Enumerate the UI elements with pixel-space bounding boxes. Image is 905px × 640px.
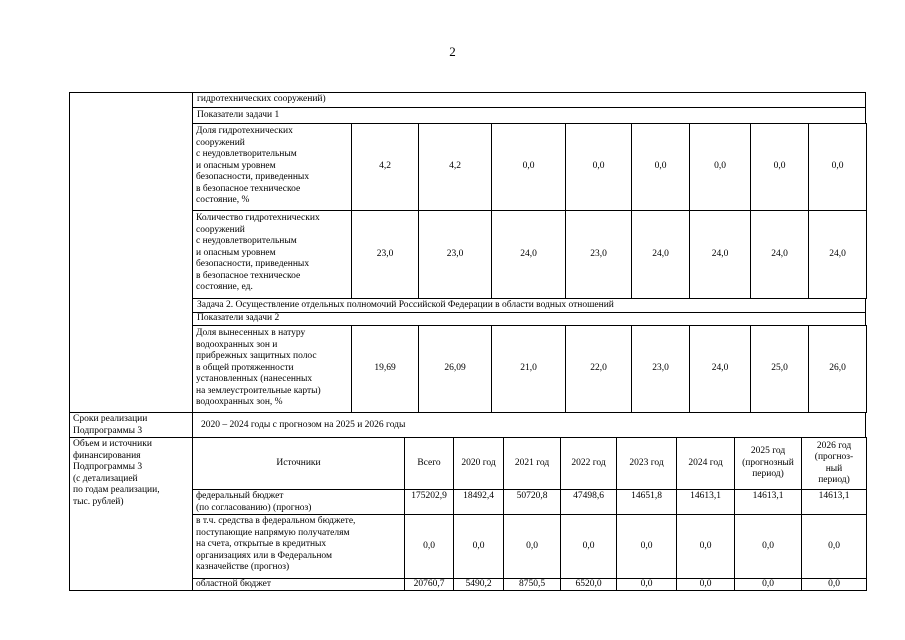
finance-value: 8750,5 — [503, 578, 561, 591]
finance-value: 0,0 — [801, 578, 867, 591]
finance-header-cell: Всего — [404, 437, 454, 490]
finance-header-cell: 2025 год (прогнозный период) — [734, 437, 802, 490]
indicator-value: 24,0 — [750, 210, 809, 299]
finance-value: 0,0 — [560, 514, 617, 579]
indicators2-title: Показатели задачи 2 — [197, 313, 280, 323]
finance-header-cell: 2022 год — [560, 437, 617, 490]
terms-value-cell — [192, 412, 866, 438]
finance-value: 0,0 — [801, 514, 867, 579]
finance-header-cell: 2024 год — [676, 437, 735, 490]
finance-value: 14613,1 — [734, 489, 802, 515]
finance-value: 14613,1 — [676, 489, 735, 515]
finance-label: Объем и источники финансирования Подпрограммы 3 (с детализацией по годам реализации, тыс. рублей) — [69, 437, 193, 591]
finance-value: 50720,8 — [503, 489, 561, 515]
indicator-value: 0,0 — [631, 123, 690, 211]
finance-value: 0,0 — [616, 578, 677, 591]
finance-value: 0,0 — [453, 514, 504, 579]
finance-value: 0,0 — [734, 578, 802, 591]
finance-value: 0,0 — [676, 578, 735, 591]
indicator-value: 0,0 — [689, 123, 751, 211]
indicator3-label: Доля вынесенных в натуру водоохранных зон и прибрежных защитных полос в общей протяженности установленных (нанесенных на землеустроительные карты) водоохранных зон, % — [192, 325, 352, 413]
indicator-value: 24,0 — [689, 325, 751, 413]
indicator1-label: Доля гидротехнических сооружений с неудовлетворительным и опасным уровнем безопасности, приведенных в безопасное техническое состояние, % — [192, 123, 352, 211]
finance-value: 47498,6 — [560, 489, 617, 515]
indicators1-row — [192, 107, 866, 124]
indicators1-title: Показатели задачи 1 — [197, 110, 280, 120]
indicator-value: 23,0 — [418, 210, 492, 299]
finance-value: 14651,8 — [616, 489, 677, 515]
indicator-value: 23,0 — [351, 210, 419, 299]
finance-source-label: в т.ч. средства в федеральном бюджете, поступающие напрямую получателям на счета, открытые в кредитных организациях или в Федеральном казначействе (прогноз) — [192, 514, 405, 579]
indicator-value: 0,0 — [491, 123, 566, 211]
finance-value: 18492,4 — [453, 489, 504, 515]
left-column-upper — [69, 92, 193, 413]
page-number: 2 — [449, 44, 456, 59]
indicator-value: 0,0 — [565, 123, 632, 211]
terms-label: Сроки реализации Подпрограммы 3 — [69, 412, 193, 438]
indicator-value: 0,0 — [808, 123, 867, 211]
indicator-value: 24,0 — [491, 210, 566, 299]
task2-row — [192, 298, 866, 313]
finance-header-cell: 2021 год — [503, 437, 561, 490]
indicators2-row — [192, 312, 866, 326]
indicator-value: 22,0 — [565, 325, 632, 413]
indicator-value: 24,0 — [631, 210, 690, 299]
indicator-value: 26,0 — [808, 325, 867, 413]
finance-value: 0,0 — [616, 514, 677, 579]
indicator-value: 4,2 — [418, 123, 492, 211]
finance-value: 0,0 — [734, 514, 802, 579]
indicator-value: 23,0 — [631, 325, 690, 413]
finance-value: 5490,2 — [453, 578, 504, 591]
finance-value: 0,0 — [404, 514, 454, 579]
terms-value: 2020 – 2024 годы с прогнозом на 2025 и 2026 годы — [201, 420, 406, 430]
indicator-value: 25,0 — [750, 325, 809, 413]
finance-header-cell: 2026 год (прогноз- ный период) — [801, 437, 867, 490]
indicator-value: 0,0 — [750, 123, 809, 211]
finance-source-label: областной бюджет — [192, 578, 405, 591]
finance-value: 0,0 — [676, 514, 735, 579]
indicator-value: 4,2 — [351, 123, 419, 211]
finance-value: 6520,0 — [560, 578, 617, 591]
indicator-value: 26,09 — [418, 325, 492, 413]
indicator-value: 19,69 — [351, 325, 419, 413]
header-row — [192, 92, 866, 108]
indicator-value: 21,0 — [491, 325, 566, 413]
indicator-value: 23,0 — [565, 210, 632, 299]
finance-header-cell: Источники — [192, 437, 405, 490]
indicator-value: 24,0 — [689, 210, 751, 299]
task2-title: Задача 2. Осуществление отдельных полномочий Российской Федерации в области водных отношений — [197, 300, 614, 310]
finance-header-cell: 2023 год — [616, 437, 677, 490]
indicator2-label: Количество гидротехнических сооружений с неудовлетворительным и опасным уровнем безопасности, приведенных в безопасное техническое состояние, ед. — [192, 210, 352, 299]
finance-value: 14613,1 — [801, 489, 867, 515]
finance-header-cell: 2020 год — [453, 437, 504, 490]
finance-value: 175202,9 — [404, 489, 454, 515]
header-text: гидротехнических сооружений) — [197, 94, 326, 104]
indicator-value: 24,0 — [808, 210, 867, 299]
finance-source-label: федеральный бюджет (по согласованию) (прогноз) — [192, 489, 405, 515]
finance-value: 20760,7 — [404, 578, 454, 591]
finance-value: 0,0 — [503, 514, 561, 579]
